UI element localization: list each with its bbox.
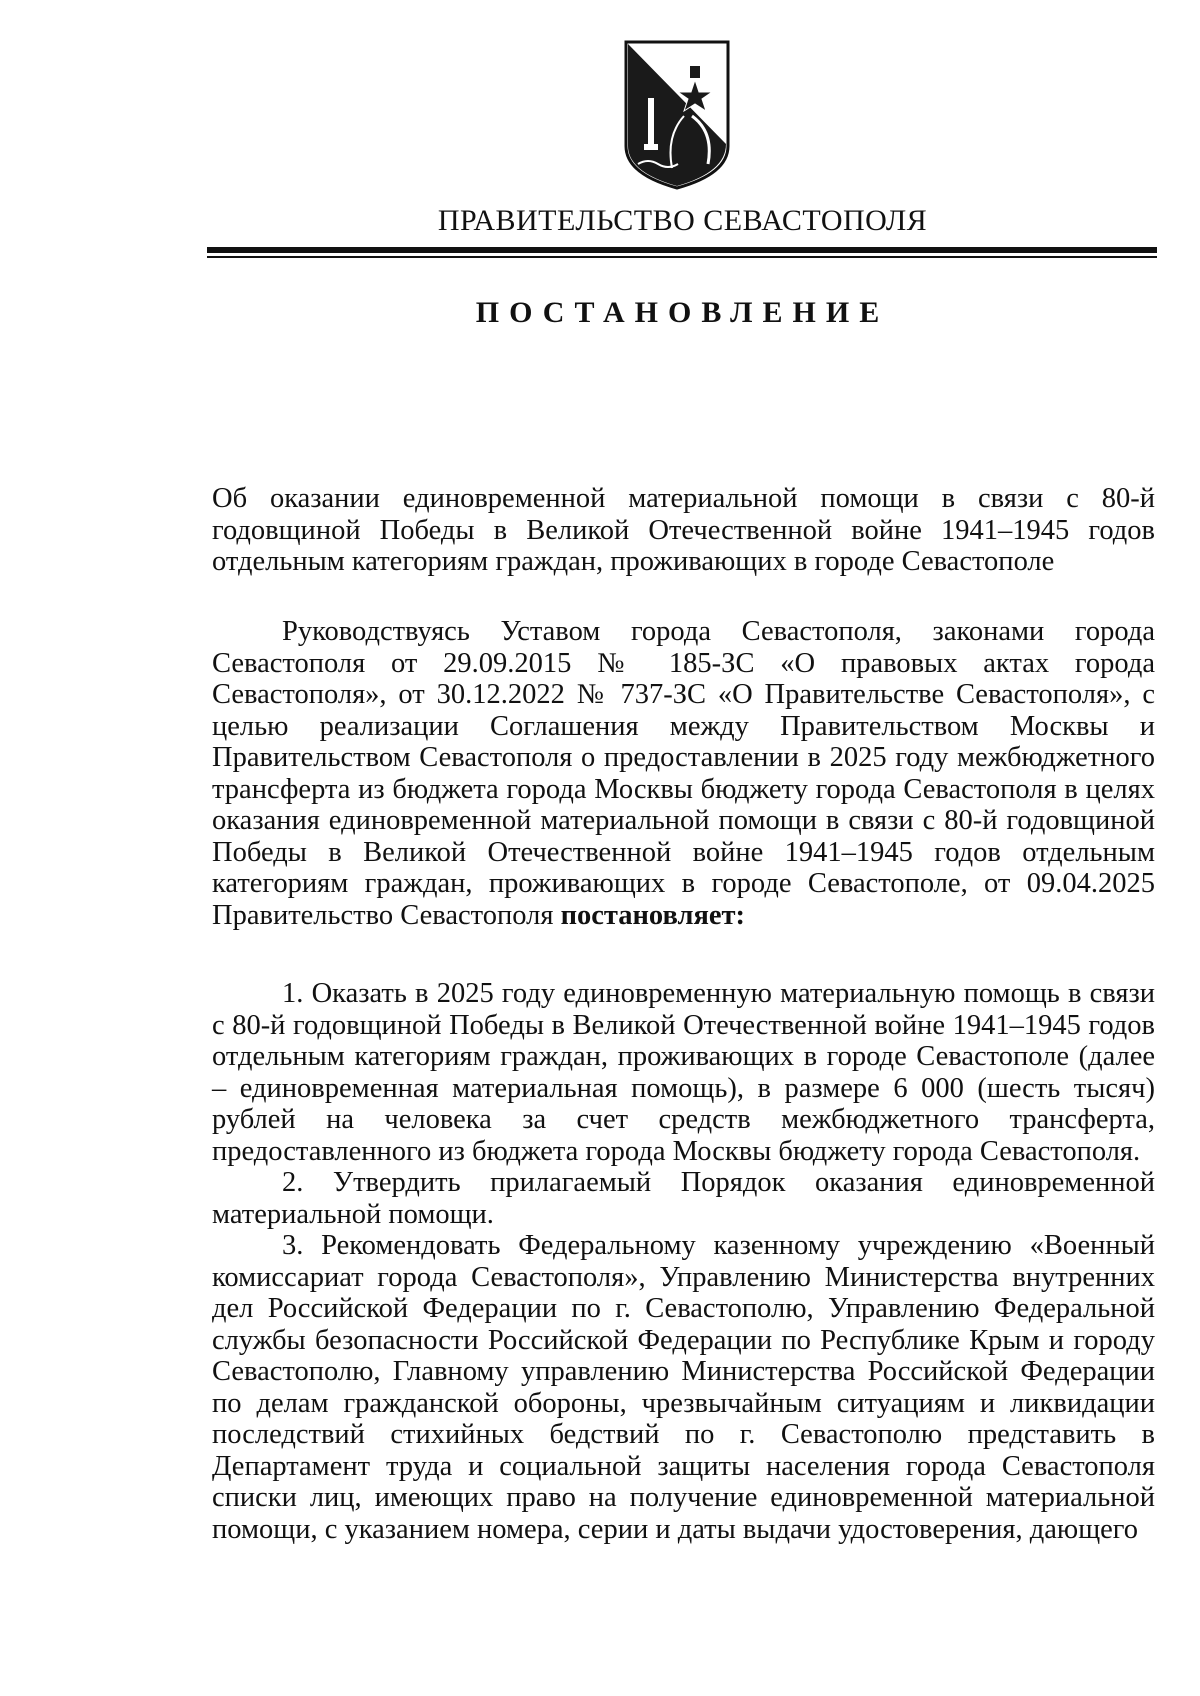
preamble-paragraph — [212, 616, 1155, 931]
subject-text: Об оказании единовременной материальной помощи в связи с 80-й годовщиной Победы в Великой Отечественной войне 1941–1945 годов отдельным категориям граждан, проживающих в городе Севастополе — [212, 483, 1155, 577]
decree-items — [212, 978, 1155, 1545]
sevastopol-coat-of-arms-icon — [622, 36, 732, 190]
decree-word: постановляет: — [560, 899, 746, 931]
government-name: ПРАВИТЕЛЬСТВО СЕВАСТОПОЛЯ — [437, 204, 928, 237]
preamble-text: Руководствуясь Уставом города Севастополя, законами города Севастополя от 29.09.2015 № 185-ЗС «О правовых актах города Севастополя», от 30.12.2022 № 737-ЗС «О Правительстве Севастополя», с целью реализации Соглашения между Правительством Москвы и Правительством Севастополя о предоставлении в 2025 году межбюджетного трансферта из бюджета города Москвы бюджету города Севастополя в целях оказания единовременной материальной помощи в связи с 80-й годовщиной Победы в Великой Отечественной войне 1941–1945 годов отдельным категориям граждан, проживающих в городе Севастополе, от 09.04.2025 Правительство Севастополя — [212, 616, 1155, 931]
decree-item-1: 1. Оказать в 2025 году единовременную материальную помощь в связи с 80-й годовщиной Победы в Великой Отечественной войне 1941–1945 годов отдельным категориям граждан, проживающих в городе Севастополе (далее – единовременная материальная помощь), в размере 6 000 (шесть тысяч) рублей на человека за счет средств межбюджетного трансферта, предоставленного из бюджета города Москвы бюджету города Севастополя. — [212, 978, 1155, 1167]
document-type-title: ПОСТАНОВЛЕНИЕ — [475, 296, 890, 329]
decree-subject — [212, 483, 1155, 578]
decree-preamble — [212, 616, 1155, 931]
header-rule-thick — [207, 247, 1157, 253]
decree-item-2: 2. Утвердить прилагаемый Порядок оказания единовременной материальной помощи. — [212, 1167, 1155, 1230]
decree-item-3: 3. Рекомендовать Федеральному казенному учреждению «Военный комиссариат города Севастополя», Управлению Министерства внутренних дел Российской Федерации по г. Севастополю, Управлению Федеральной службы безопасности Российской Федерации по Республике Крым и городу Севастополю, Главному управлению Министерства Российской Федерации по делам гражданской обороны, чрезвычайным ситуациям и ликвидации последствий стихийных бедствий по г. Севастополю представить в Департамент труда и социальной защиты населения города Севастополя списки лиц, имеющих право на получение единовременной материальной помощи, с указанием номера, серии и даты выдачи удостоверения, дающего — [212, 1230, 1155, 1545]
header-rule-thin — [207, 256, 1157, 258]
